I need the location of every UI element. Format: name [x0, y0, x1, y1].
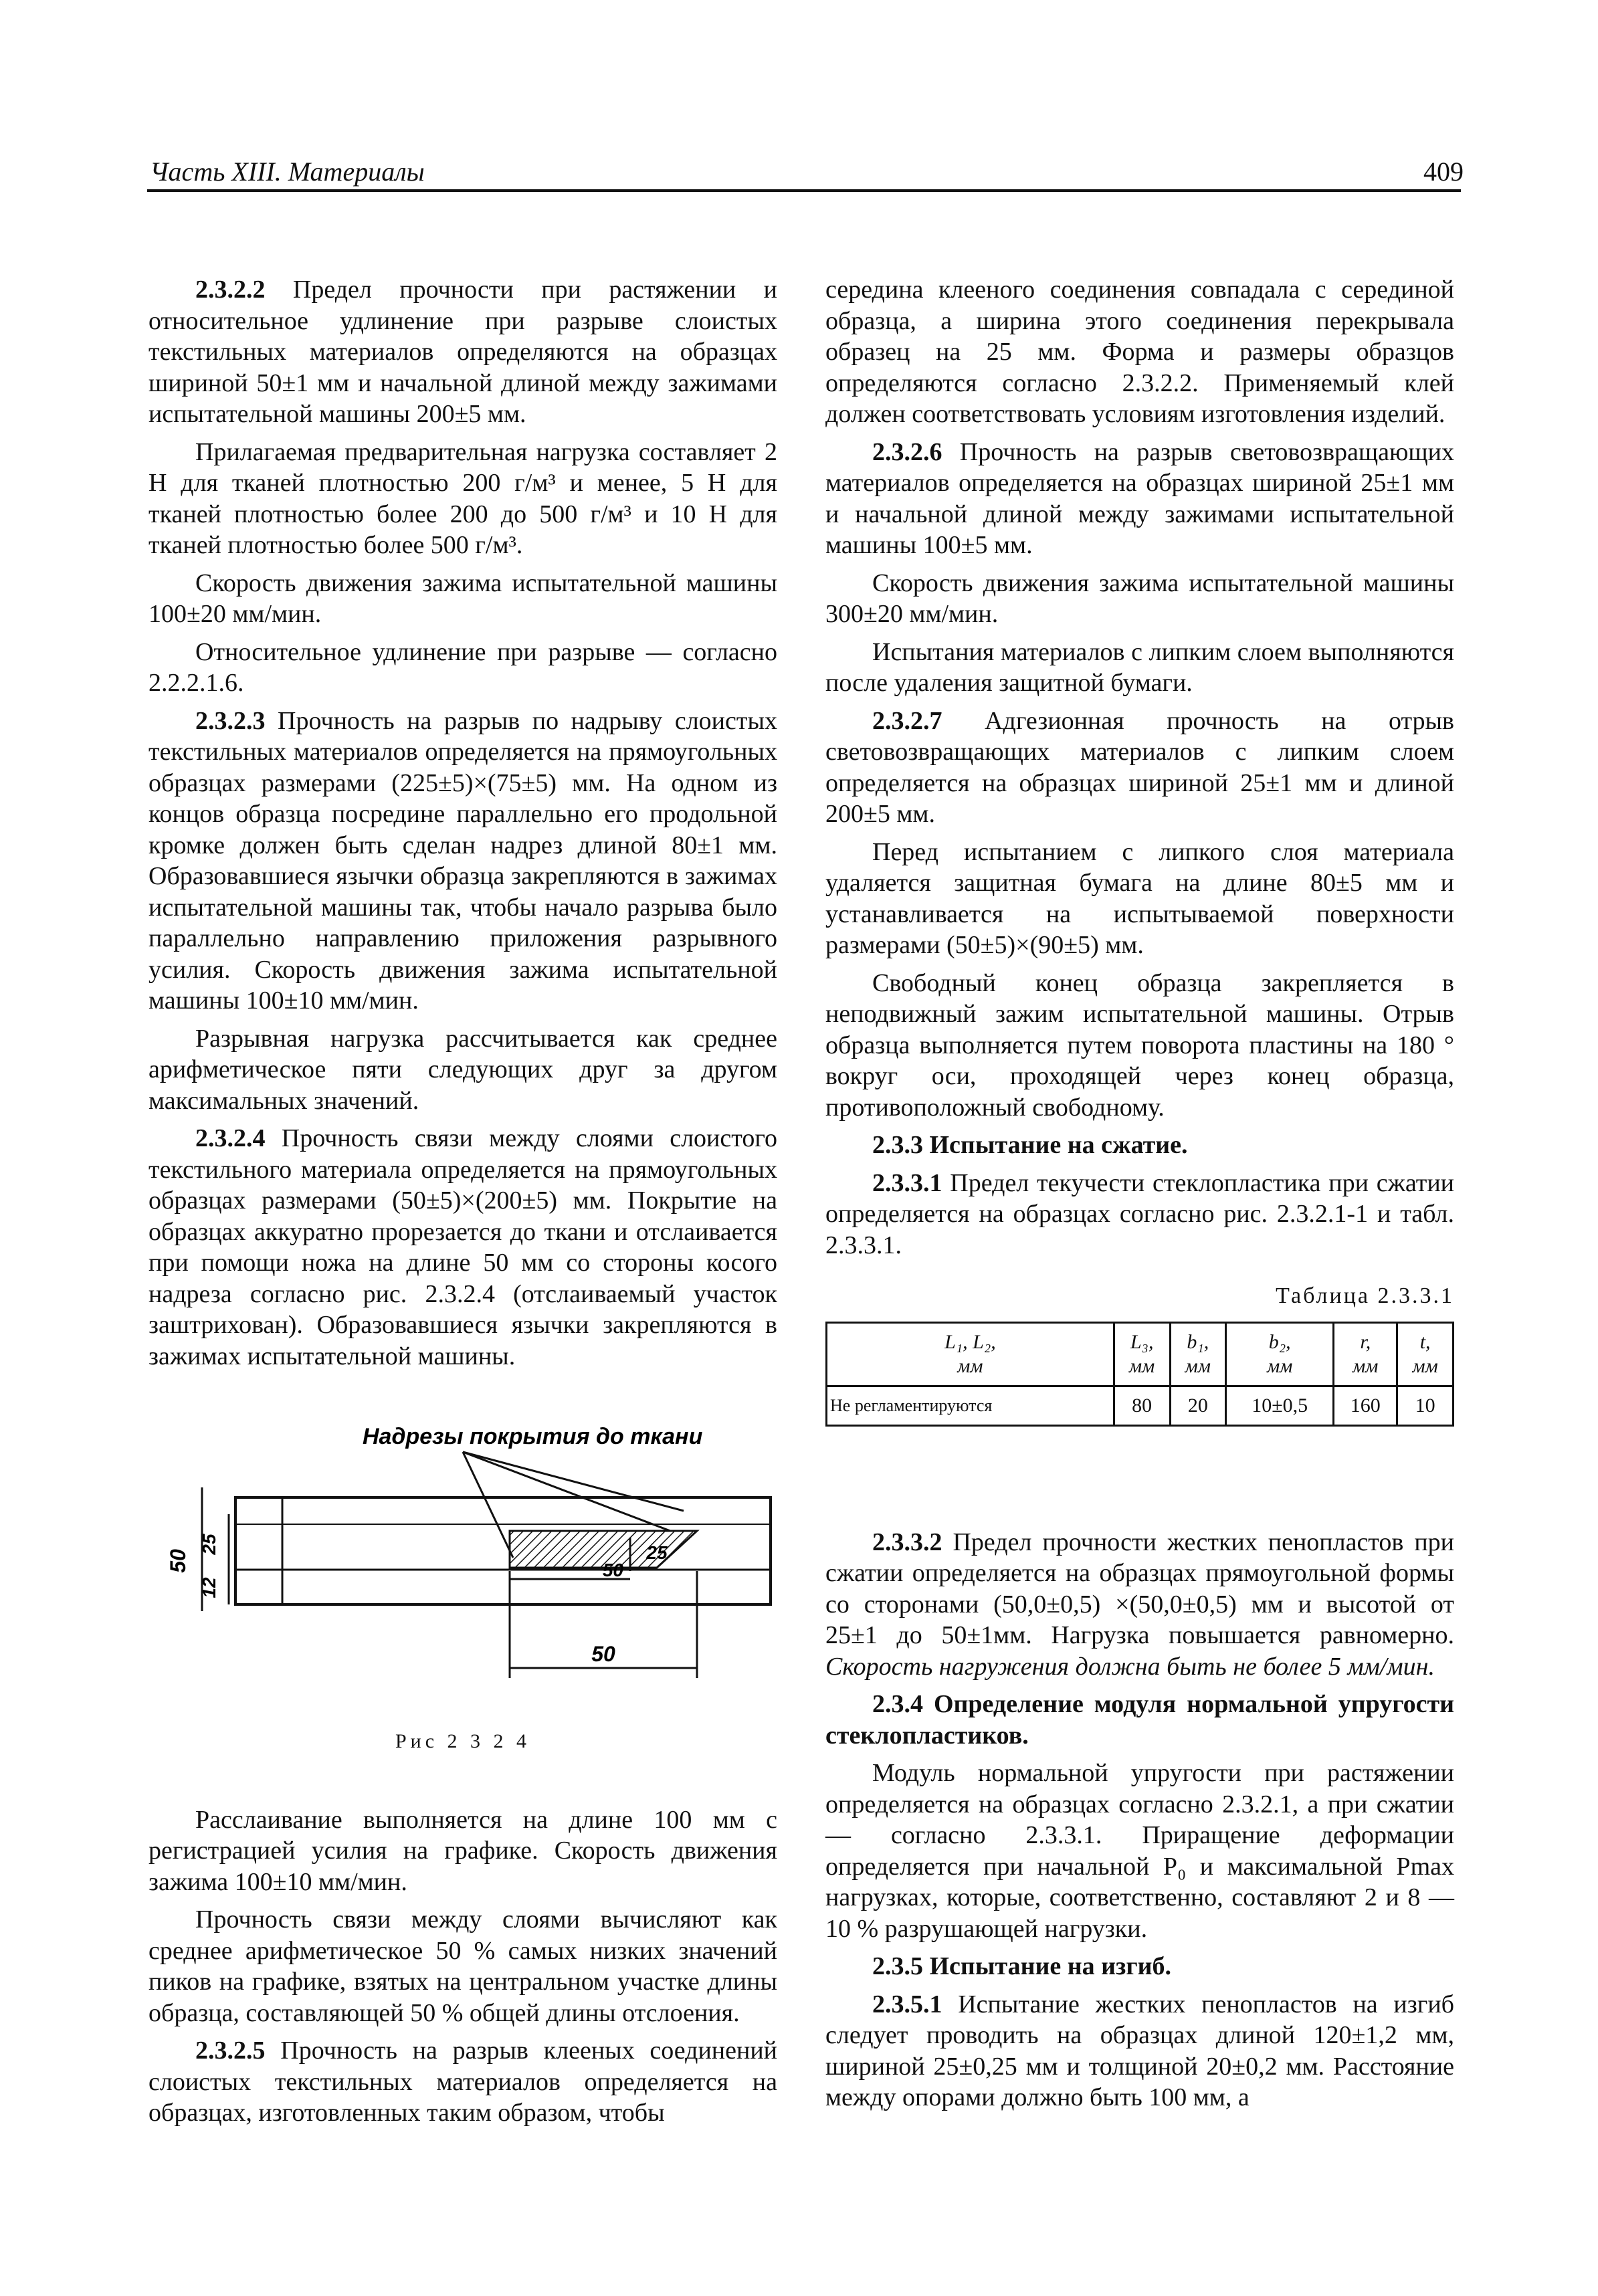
table-header-cell: b₂, мм — [1226, 1322, 1334, 1386]
table-cell: Не регламентируются — [827, 1386, 1114, 1425]
section-number: 2.3.3.1 — [872, 1168, 942, 1197]
paragraph: Свободный конец образца закрепляется в неподвижный зажим испытательной машины. Отрыв образца выполняется путем поворота пластины на 180 ° вокруг оси, проходящей через конец образца, противоположный свободному. — [825, 968, 1454, 1122]
paragraph: Разрывная нагрузка рассчитывается как среднее арифметическое пяти следующих друг за другом максимальных значений. — [148, 1024, 777, 1115]
paragraph: Расслаивание выполняется на длине 100 мм с регистрацией усилия на графике. Скорость движения зажима 100±10 мм/мин. — [148, 1805, 777, 1896]
section-number: 2.3.2.7 — [872, 706, 942, 735]
paragraph-text: Прочность на разрыв световозвращающих материалов определяется на образцах шириной 25±1 мм и начальной длиной между зажимами испытательной машины 100±5 мм. — [825, 437, 1454, 559]
left-column — [148, 274, 777, 2135]
right-column — [825, 274, 1454, 2120]
table-cell: 10 — [1397, 1386, 1454, 1425]
table-header-row — [827, 1322, 1454, 1386]
dim-50-bottom: 50 — [591, 1642, 615, 1666]
paragraph — [825, 1989, 1454, 2113]
table-header-cell: b₁, мм — [1170, 1322, 1226, 1386]
table-cell: 160 — [1334, 1386, 1397, 1425]
paragraph — [825, 1168, 1454, 1261]
table-header-cell: L₃, мм — [1114, 1322, 1170, 1386]
section-number: 2.3.2.5 — [195, 2037, 266, 2065]
section-number: 2.3.2.6 — [872, 437, 942, 466]
paragraph — [148, 1123, 777, 1372]
paragraph-text: Предел прочности при растяжении и относительное удлинение при разрыве слоистых текстильных материалов определяются на образцах шириной 50±1 мм и начальной длиной между зажимами испытательной машины 200±5 мм. — [148, 276, 777, 428]
paragraph — [148, 2035, 777, 2129]
paragraph: Прочность связи между слоями вычисляют как среднее арифметическое 50 % самых низких значений пиков на графике, взятых на центральном участке длины образца, составляющей 50 % общей длины отслоения. — [148, 1905, 777, 2027]
header-rule — [147, 189, 1461, 192]
dim-50-inner: 50 — [602, 1560, 623, 1580]
paragraph: Скорость движения зажима испытательной машины 300±20 мм/мин. — [825, 568, 1454, 628]
leader-line — [463, 1452, 684, 1511]
paragraph — [825, 706, 1454, 830]
specimen-outline — [235, 1497, 771, 1604]
dim-12-vertical: 12 — [199, 1577, 219, 1598]
paragraph — [148, 706, 777, 1017]
paragraph-text: Прочность на разрыв клееных соединений слоистых текстильных материалов определяется на образцах, изготовленных таким образом, чтобы — [148, 2037, 778, 2127]
paragraph — [825, 1527, 1454, 1683]
paragraph-text: Испытание жестких пенопластов на изгиб следует проводить на образцах длиной 120±1,2 мм, шириной 25±0,25 мм и толщиной 20±0,2 мм. Расстояние между опорами должно быть 100 мм, а — [825, 1990, 1454, 2111]
table-2-3-3-1 — [825, 1322, 1454, 1427]
table-caption: Таблица 2.3.3.1 — [1276, 1283, 1454, 1308]
paragraph: середина клееного соединения совпадала с серединой образца, а ширина этого соединения перекрывала образец на 25 мм. Форма и размеры образцов определяются согласно 2.3.2.2. Применяемый клей должен соответствовать условиям изготовления изделий. — [825, 276, 1454, 428]
paragraph-text: Прочность на разрыв по надрыву слоистых текстильных материалов определяется на прямоугольных образцах размерами (225±5)×(75±5) мм. На одном из концов образца посредине параллельно его продольной кромке должен быть сделан надрез длиной 80±1 мм. Образовавшиеся язычки образца закрепляются в зажимах испытательной машины так, чтобы начало разрыва было параллельно направлению приложения разрывного усилия. Скорость движения зажима испытательной машины 100±10 мм/мин. — [148, 706, 777, 1015]
paragraph-text: Предел текучести стеклопластика при сжатии определяется на образцах согласно рис. 2.3.2.1-1 и табл. 2.3.3.1. — [825, 1168, 1455, 1259]
dim-25-vertical: 25 — [199, 1534, 219, 1555]
figure-caption: Рис 2 3 2 4 — [395, 1730, 531, 1752]
header-title: Часть XIII. Материалы — [150, 156, 425, 187]
spacer — [825, 1427, 1454, 1527]
table-cell: 10±0,5 — [1226, 1386, 1334, 1425]
section-heading: 2.3.3 Испытание на сжатие. — [872, 1131, 1188, 1159]
paragraph: Модуль нормальной упругости при растяжении определяется на образцах согласно 2.3.2.1, а при сжатии — согласно 2.3.3.1. Приращение деформации определяется при начальной P₀ и максимальной Pmax нагрузках, которые, соответственно, составляют 2 и 8 — 10 % разрушающей нагрузки. — [825, 1759, 1454, 1943]
section-heading: 2.3.5 Испытание на изгиб. — [872, 1952, 1171, 1980]
figure-2-3-2-4 — [148, 1404, 777, 1718]
section-number: 2.3.5.1 — [872, 1990, 942, 2018]
table-header-cell: t, мм — [1397, 1322, 1454, 1386]
table-header-cell: r, мм — [1334, 1322, 1397, 1386]
paragraph: Перед испытанием с липкого слоя материала удаляется защитная бумага на длине 80±5 мм и устанавливается на испытываемой поверхности размерами (50±5)×(90±5) мм. — [825, 837, 1454, 959]
table-header-cell: L₁, L₂, мм — [827, 1322, 1114, 1386]
section-number: 2.3.3.2 — [872, 1528, 942, 1556]
section-number: 2.3.2.4 — [195, 1124, 266, 1152]
paragraph: Скорость движения зажима испытательной машины 100±20 мм/мин. — [148, 568, 777, 628]
specimen-drawing — [148, 1404, 777, 1718]
section-number: 2.3.2.3 — [195, 706, 266, 735]
paragraph-text: Предел прочности жестких пенопластов при сжатии определяется на образцах прямоугольной формы со сторонами (50,0±0,5) ×(50,0±0,5) мм и высотой от 25±1 до 50±1мм. Нагрузка повышается равномерно. — [825, 1528, 1454, 1649]
paragraph-text: Прочность связи между слоями слоистого текстильного материала определяется на прямоугольных образцах размерами (50±5)×(200±5) мм. Покрытие на образцах аккуратно прорезается до ткани и отслаивается при помощи ножа на длине 50 мм со стороны косого надреза согласно рис. 2.3.2.4 (отслаиваемый участок заштрихован). Образовавшиеся язычки закрепляются в зажимах испытательной машины. — [148, 1124, 777, 1370]
paragraph: Прилагаемая предварительная нагрузка составляет 2 Н для тканей плотностью 200 г/м³ и менее, 5 Н для тканей плотностью более 200 до 500 г/м³ и 10 Н для тканей плотностью более 500 г/м³. — [148, 437, 777, 559]
paragraph — [825, 437, 1454, 561]
section-heading: 2.3.4 Определение модуля нормальной упругости стеклопластиков. — [825, 1690, 1454, 1750]
table-row — [827, 1386, 1454, 1425]
table-cell: 80 — [1114, 1386, 1170, 1425]
paragraph: Испытания материалов с липким слоем выполняются после удаления защитной бумаги. — [825, 637, 1454, 697]
italic-text: Скорость нагружения должна быть не более 5 мм/мин. — [825, 1652, 1435, 1681]
paragraph: Относительное удлинение при разрыве — согласно 2.2.2.1.6. — [148, 637, 777, 697]
paragraph — [148, 274, 777, 430]
page-number: 409 — [1423, 156, 1464, 187]
figure-label: Надрезы покрытия до ткани — [363, 1424, 703, 1449]
section-number: 2.3.2.2 — [195, 276, 266, 304]
dim-25-horizontal: 25 — [646, 1542, 668, 1563]
dim-50-vertical: 50 — [166, 1549, 190, 1573]
paragraph-text: Адгезионная прочность на отрыв световозвращающих материалов с липким слоем определяется на образцах шириной 25±1 мм и длиной 200±5 мм. — [825, 706, 1455, 828]
table-cell: 20 — [1170, 1386, 1226, 1425]
